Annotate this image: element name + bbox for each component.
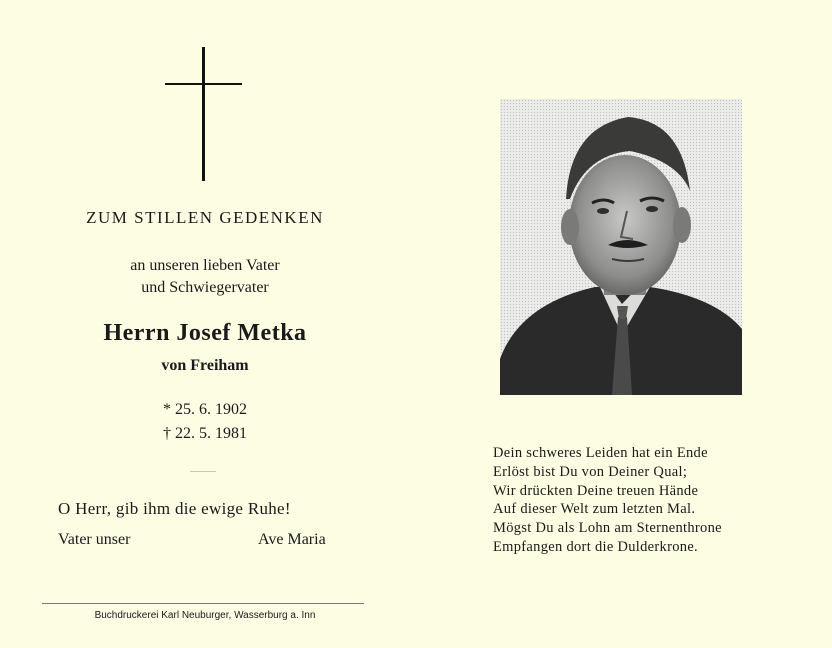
- divider: [190, 471, 216, 472]
- poem-line: Erlöst bist Du von Deiner Qual;: [493, 463, 688, 480]
- prayer: O Herr, gib ihm die ewige Ruhe!: [58, 499, 291, 518]
- prayer-vater-unser: Vater unser: [58, 531, 131, 548]
- printer-credit: Buchdruckerei Karl Neuburger, Wasserburg a. Inn: [94, 610, 316, 621]
- death-date: † 22. 5. 1981: [163, 425, 247, 442]
- deceased-name: Herrn Josef Metka: [103, 320, 307, 346]
- poem-line: Dein schweres Leiden hat ein Ende: [493, 445, 708, 461]
- poem-line: Mögst Du als Lohn am Sternenthrone: [493, 520, 722, 537]
- footer-divider: [42, 603, 364, 604]
- prayer-ave-maria: Ave Maria: [258, 531, 326, 548]
- poem-line: Empfangen dort die Dulderkrone.: [493, 538, 698, 555]
- poem-line: Wir drückten Deine treuen Hände: [493, 482, 699, 499]
- intro-line-2: und Schwiegervater: [141, 279, 269, 296]
- origin: von Freiham: [161, 357, 249, 374]
- intro-line-1: an unseren lieben Vater: [130, 257, 280, 274]
- poem: [493, 444, 722, 557]
- cross-icon: [165, 47, 242, 181]
- heading: ZUM STILLEN GEDENKEN: [86, 208, 324, 227]
- birth-date: * 25. 6. 1902: [163, 401, 247, 418]
- poem-line: Auf dieser Welt zum letzten Mal.: [493, 501, 696, 518]
- portrait-photo: [500, 99, 742, 395]
